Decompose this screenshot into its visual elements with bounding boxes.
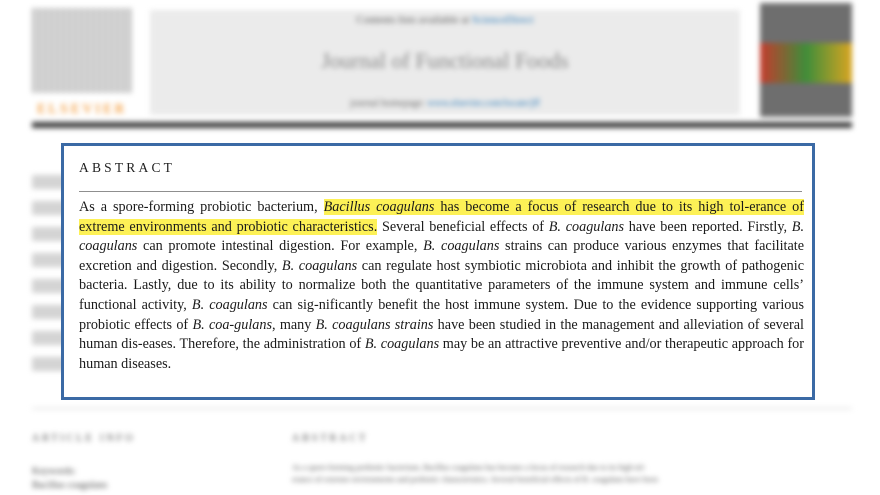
journal-banner xyxy=(150,10,740,115)
abstract-preview-line: As a spore-forming probiotic bacterium, Bacillus coagulans has become a focus of research due to its high tol- xyxy=(292,463,646,472)
abstract-preview xyxy=(292,462,852,486)
species-name: B. coagulans xyxy=(548,218,625,235)
abstract-text: can regulate host symbiotic microbiota and inhibit the growth of pathogenic bacteria. Lastly, due to its ability to normalize both the quantitative parameters of the immune system and immune cells’ functional activity, xyxy=(79,257,804,313)
journal-cover-image xyxy=(760,3,852,117)
abstract-text: can promote intestinal digestion. For example, xyxy=(137,238,424,255)
abstract-text: As a spore-forming probiotic bacterium, xyxy=(79,199,324,215)
homepage-line: journal homepage: www.elsevier.com/locate/jff xyxy=(350,98,540,109)
abstract-callout xyxy=(61,143,815,400)
abstract-text: have been reported. Firstly, xyxy=(624,218,792,235)
species-name: B. coagulans xyxy=(191,296,268,313)
publisher-name: ELSEVIER xyxy=(36,102,128,117)
abstract-rule xyxy=(79,191,802,192)
section-divider xyxy=(32,408,852,409)
abstract-text: may be an attractive preventive and/or therapeutic approach for human diseases. xyxy=(79,336,804,372)
species-name: B. coagulans xyxy=(79,218,804,255)
sciencedirect-link[interactable]: ScienceDirect xyxy=(471,14,534,26)
species-name: B. coagulans xyxy=(281,257,358,274)
keywords-label: Keywords: xyxy=(32,466,76,477)
abstract-preview-line: erance of extreme environments and probiotic characteristics. Several beneficial effects of B. coagulans have been xyxy=(292,475,658,484)
keyword-item: Bacillus coagulans xyxy=(32,480,108,491)
article-info-heading: ARTICLE INFO xyxy=(32,433,136,444)
abstract-text: Several beneficial effects of xyxy=(377,218,549,235)
publisher-logo xyxy=(32,8,132,118)
cover-graphic xyxy=(760,43,852,83)
highlighted-text: has become a focus of research due to its high tol-erance of extreme environments and probiotic characteristics. xyxy=(79,199,804,235)
tree-logo-icon xyxy=(32,8,132,93)
availability-line: Contents lists available at ScienceDirect xyxy=(356,14,534,26)
abstract-text: strains can produce various enzymes that facilitate excretion and digestion. Secondly, xyxy=(79,238,804,274)
abstract-heading-lower: ABSTRACT xyxy=(292,433,369,444)
homepage-link[interactable]: www.elsevier.com/locate/jff xyxy=(427,98,540,109)
journal-title: Journal of Functional Foods xyxy=(321,48,569,73)
species-name: B. coa-gulans xyxy=(192,316,272,333)
abstract-text: , many xyxy=(272,316,316,333)
species-name: B. coagulans xyxy=(423,238,500,255)
abstract-body xyxy=(79,198,804,374)
abstract-text: have been studied in the management and alleviation of several human dis-eases. Therefore, the administration of xyxy=(79,316,804,353)
abstract-heading: ABSTRACT xyxy=(79,160,176,175)
species-name: B. coagulans strains xyxy=(315,316,434,333)
keywords-block xyxy=(32,465,107,493)
abstract-text: can sig-nificantly benefit the host immune system. Due to the evidence supporting various probiotic effects of xyxy=(79,296,804,333)
species-name: Bacillus coagulans xyxy=(323,199,435,215)
species-name: B. coagulans xyxy=(364,336,440,353)
header-rule xyxy=(32,122,852,128)
